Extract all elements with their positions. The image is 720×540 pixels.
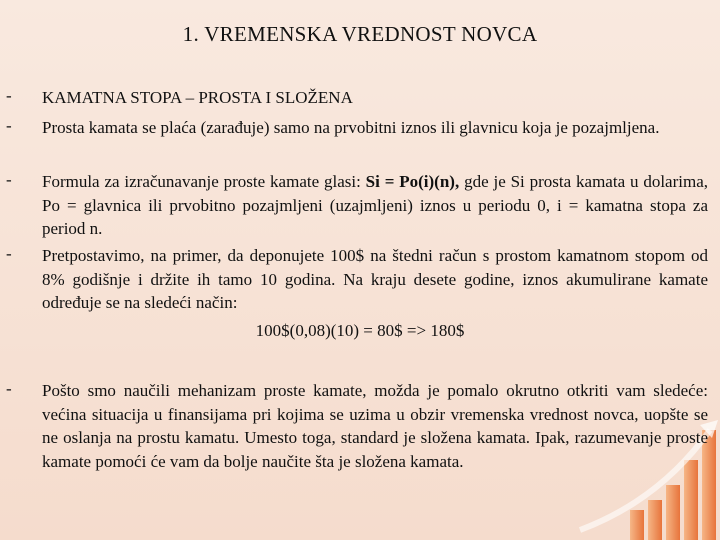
- item-text: [42, 170, 708, 241]
- bar-2: [648, 500, 662, 540]
- formula-intro: Formula za izračunavanje proste kamate glasi:: [42, 172, 366, 191]
- simple-interest-formula: Si = Po(i)(n),: [365, 172, 460, 191]
- bar-3: [666, 485, 680, 540]
- formula-explanation: gde je Si prosta kamata u dolarima, Po = glavnica ili prvobitno pozajmljeni (uzajmljeni) iznos u periodu 0, i = kamatna stopa za period n.: [42, 172, 708, 238]
- bullet-dash: -: [6, 170, 12, 189]
- item-text: Pošto smo naučili mehanizam proste kamate, možda je pomalo okrutno otkriti vam sledeće: većina situacija u finansijama pri kojima se uzima u obzir vremenska vrednost novca, uopšte se ne oslanja na prostu kamatu. Umesto toga, standard je složena kamata. Ipak, razumevanje proste kamate pomoći će vam da bolje naučite šta je složena kamata.: [42, 381, 708, 471]
- item-text: Prosta kamata se plaća (zarađuje) samo na prvobitni iznos ili glavnicu koja je pozajmljena.: [42, 118, 660, 137]
- item-text: KAMATNA STOPA – PROSTA I SLOŽENA: [42, 88, 353, 107]
- example-calculation: 100$(0,08)(10) = 80$ => 180$: [255, 321, 465, 340]
- bullet-dash: -: [6, 86, 12, 105]
- page-title: 1. VREMENSKA VREDNOST NOVCA: [182, 22, 538, 46]
- item-text: Pretpostavimo, na primer, da deponujete 100$ na štedni račun s prostom kamatnom stopom od 8% godišnje i držite ih tamo 10 godina. Na kraju desete godine, iznos akumulirane kamate određuje se na sledeći način:: [42, 246, 708, 312]
- bullet-dash: -: [6, 244, 12, 263]
- bar-1: [630, 510, 644, 540]
- bullet-dash: -: [6, 116, 12, 135]
- bullet-dash: -: [6, 379, 12, 398]
